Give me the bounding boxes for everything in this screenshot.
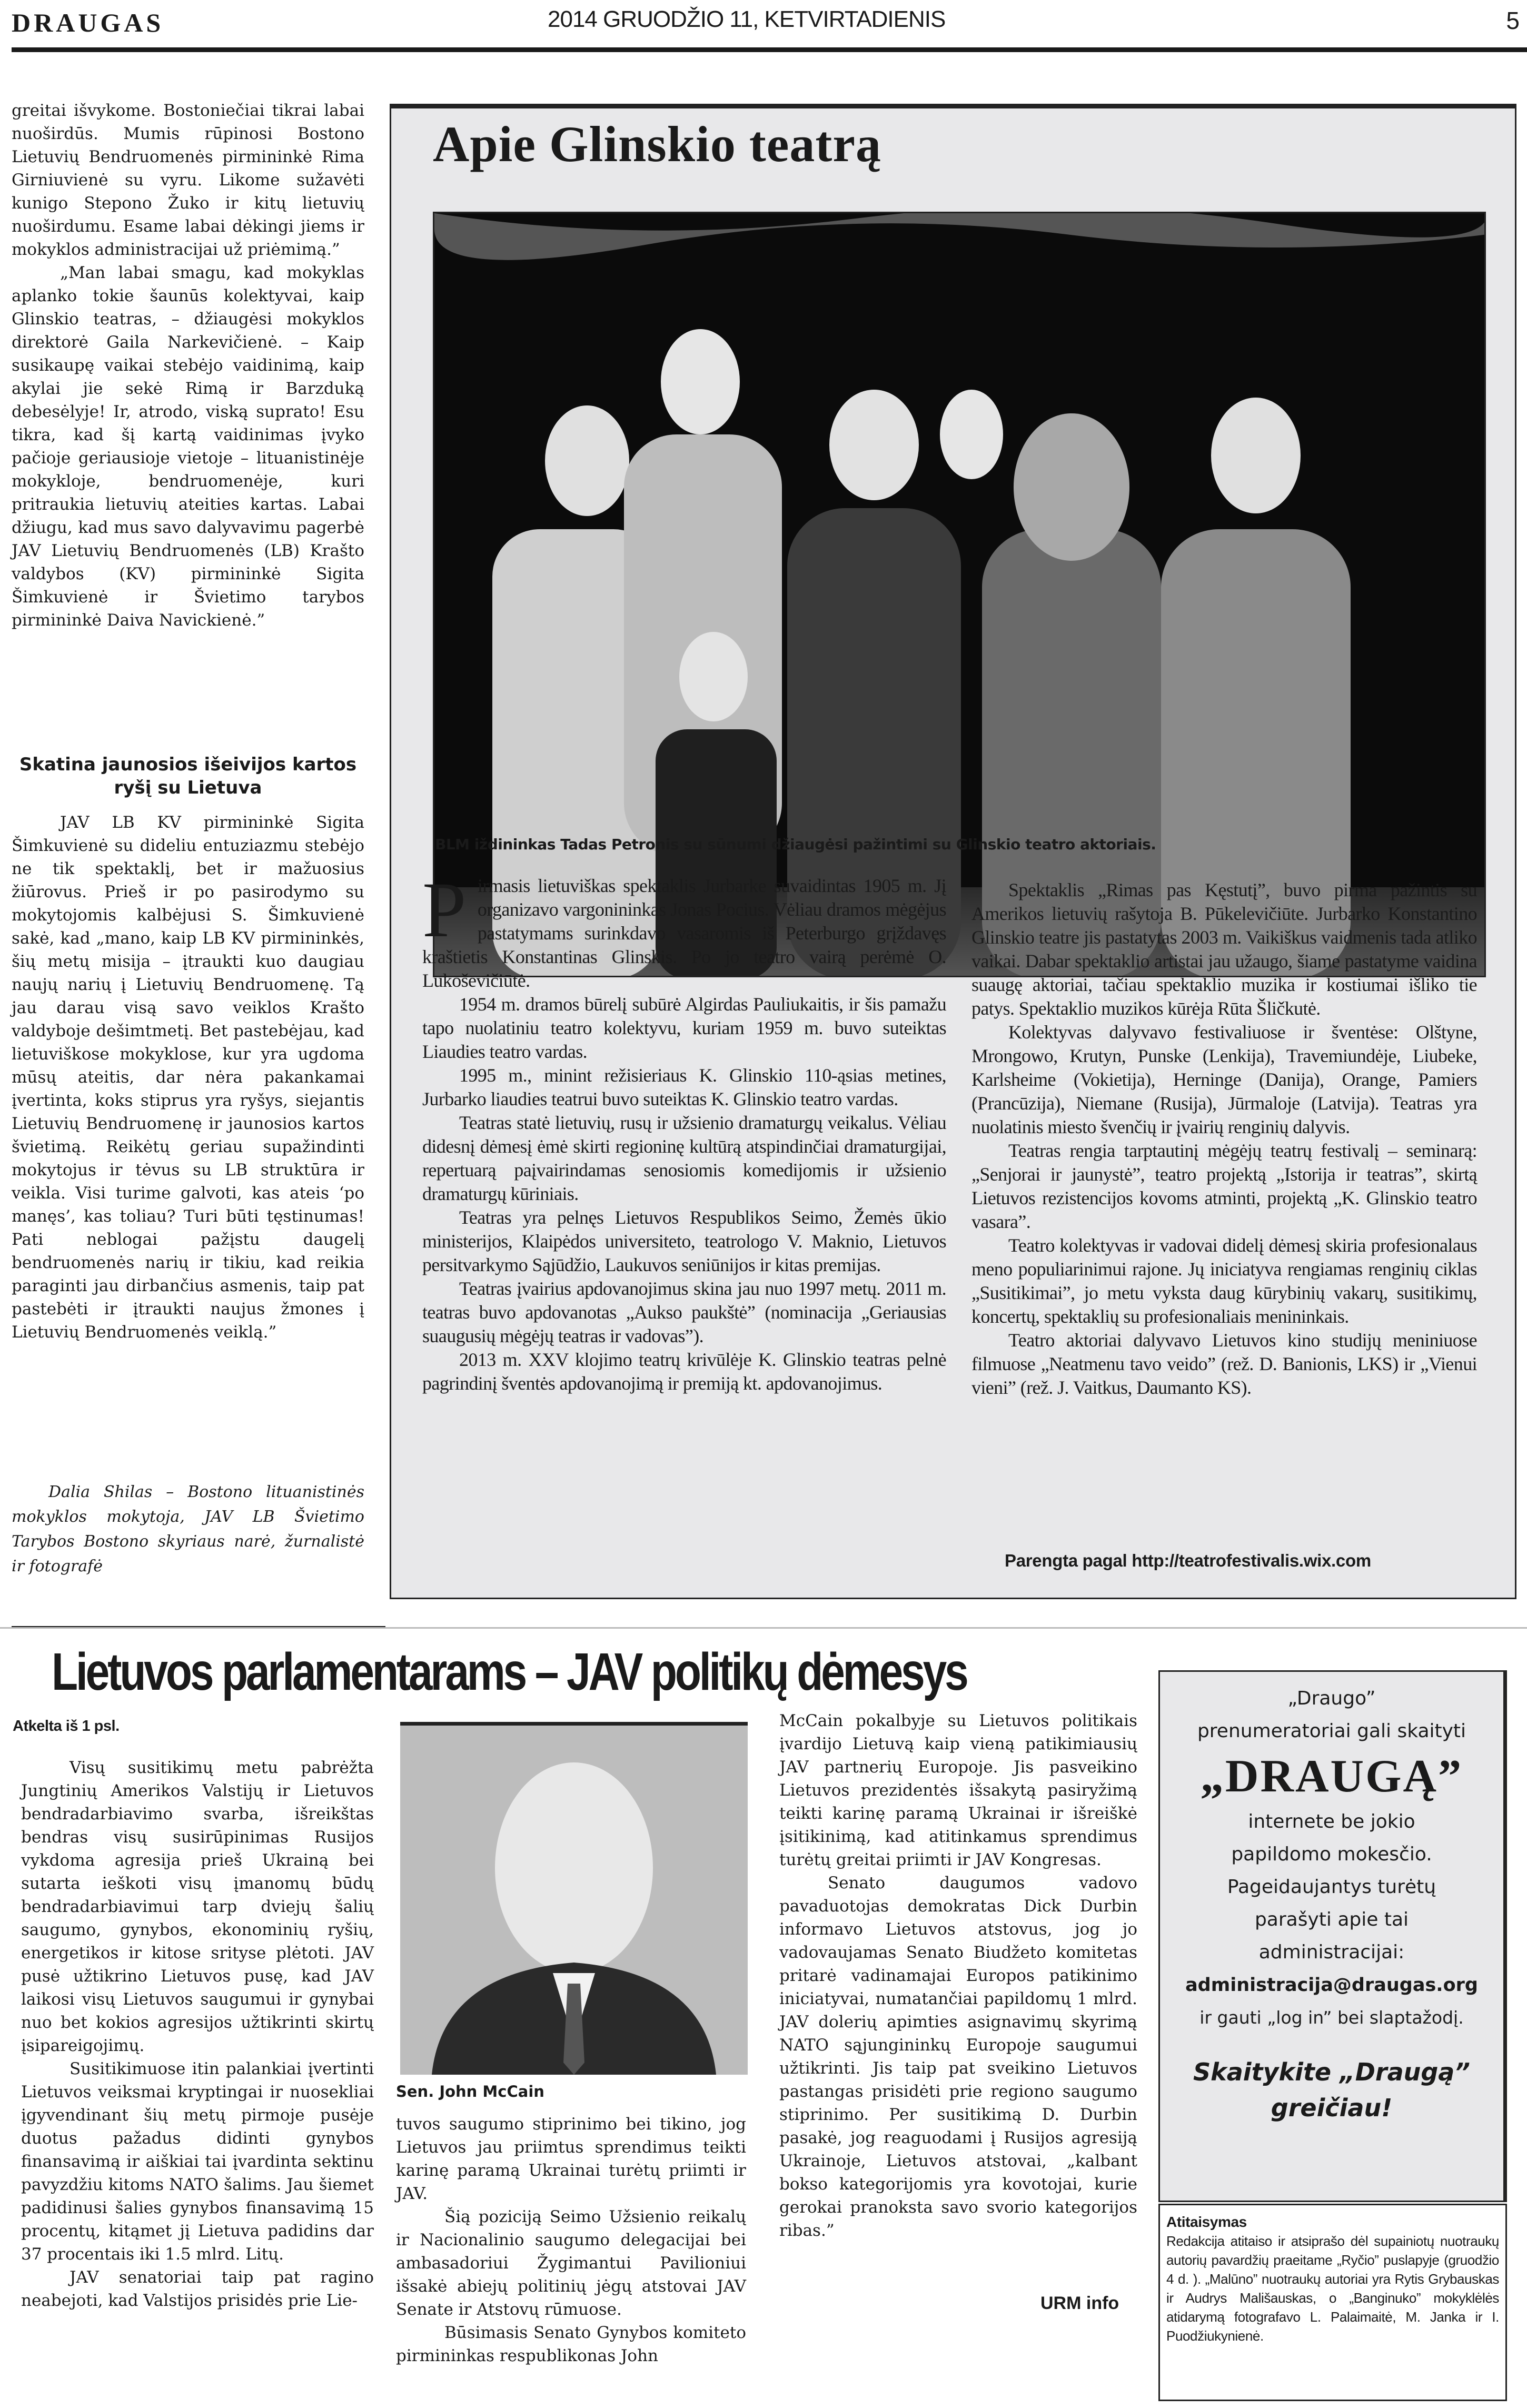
page-number: 5 xyxy=(1506,7,1520,34)
newspaper-logo: DRAUGAS xyxy=(12,8,164,37)
mccain-column-1 xyxy=(21,1756,374,2312)
source-link[interactable]: Parengta pagal http://teatrofestivalis.wix.com xyxy=(1005,1551,1371,1570)
box-headline: „DRAUGĄ” xyxy=(1200,1751,1463,1802)
byline-text: Dalia Shilas – Bostono lituanistinės mokyklos mokytoja, JAV LB Švietimo Tarybos Bostono skyriaus narė, žurnalistė ir fotografė xyxy=(12,1483,364,1575)
photo-caption: BLM iždininkas Tadas Petronis su sūnumi džiaugėsi pažintimi su Glinskio teatro aktoriais. xyxy=(435,836,1156,853)
article-source: URM info xyxy=(1040,2293,1119,2313)
paragraph: JAV senatoriai taip pat ragino neabejoti, kad Valstijos prisidės prie Lie- xyxy=(21,2268,374,2310)
paragraph: Teatro aktoriai dalyvavo Lietuvos kino studijų meniniuose filmuose „Neatmenu tavo veido” (rež. D. Banionis, LKS) ir „Vienui vieni” (rež. J. Vaitkus, Daumanto KS). xyxy=(971,1330,1477,1398)
article-title: Apie Glinskio teatrą xyxy=(433,116,881,172)
paragraph: Susitikimuose itin palankiai įvertinti Lietuvos veiksmai kryptingai ir nuosekliai įgyvendinant šių metų pirmoje pusėje duotus pažadus didinti gynybos finansavimą ir aiškiai tai įvardinta sektinu pavyzdžiu kitoms NATO šalims. Jau šiemet padidinusi šalies gynybos finansavimą 15 procentų, kitąmet jį Lietuva padidins dar 37 procentais iki 1.5 mlrd. Litų. xyxy=(21,2059,374,2264)
left-article-top xyxy=(12,99,364,632)
paragraph: irmasis lietuviškas spektaklis Jurbarke suvaidintas 1905 m. Jį organizavo vargonininkas Jonas Pocius. Vėliau dramos mėgėjus pastatymams surinkdavo vasaromis iš Peterburgo grįždavęs kraštietis Konstantinas Glinskis. Po jo teatro vairą perėmė O. Lukoševičiūtė. xyxy=(422,875,946,991)
glinskio-column-1 xyxy=(422,866,946,1395)
box-line: administracijai: xyxy=(1258,1941,1405,1963)
subscription-box xyxy=(1158,1670,1507,2202)
paragraph: Teatras įvairius apdovanojimus skina jau nuo 1997 metų. 2011 m. teatras buvo apdovanotas „Aukso paukštė” (nominacija „Geriausias suaugusių mėgėjų teatras ir vadovas”). xyxy=(422,1278,946,1346)
issue-date: 2014 GRUODŽIO 11, KETVIRTADIENIS xyxy=(548,6,946,32)
correction-text: Redakcija atitaiso ir atsiprašo dėl supainiotų nuotraukų autorių pavardžių praeitame „Ryčio” puslapyje (gruodžio 4 d. ). „Malūno” nuotraukų autoriai yra Rytis Grybauskas ir Audrys Mališauskas, o „Banginuko” mokyklėlės atidarymą fotografavo L. Palaimaitė, M. Janka ir I. Puodžiukynienė. xyxy=(1166,2233,1499,2344)
drop-cap: P xyxy=(422,866,466,954)
correction-title: Atitaisymas xyxy=(1166,2214,1247,2230)
box-line: ir gauti „log in” bei slaptažodį. xyxy=(1199,2007,1464,2028)
paragraph: Spektaklis „Rimas pas Kęstutį”, buvo pirma pažintis su Amerikos lietuvių rašytoja B. Pūkelevičiūte. Jurbarko Konstantino Glinskio teatre jis pastatytas 2003 m. Vaikiškus vaidmenis tada atliko vaikai. Dabar spektaklio artistai jau užaugo, šiame pastatyme vaidina suaugę aktoriai, tačiau spektaklio muzika ir kostiumai išliko tie patys. Spektaklio muzikos kūrėja Rūta Šličkutė. xyxy=(971,879,1477,1019)
paragraph: Visų susitikimų metu pabrėžta Jungtinių Amerikos Valstijų ir Lietuvos bendradarbiavimo svarba, išreikštas bendras visų susirūpinimas Rusijos vykdoma agresija prieš Ukrainą bei sutarta ieškoti visų įmanomų būdų bendradarbiavimui tarp dviejų šalių saugumo, gynybos, ekonominių ryšių, energetikos ir kitose srityse plėtoti. JAV pusė užtikrino Lietuvos pusę, kad JAV laikosi visų Lietuvos saugumui ir gynybai nuo bet kokios agresijos užtikrinti skirtų įsipareigojimų. xyxy=(21,1758,374,2055)
paragraph: 1995 m., minint režisieriaus K. Glinskio 110-ąsias metines, Jurbarko liaudies teatrui buvo suteiktas K. Glinskio teatro vardas. xyxy=(422,1065,946,1109)
paragraph: JAV LB KV pirmininkė Sigita Šimkuvienė su dideliu entuziazmu stebėjo ne tik spektaklį, bet ir mažuosius žiūrovus. Prieš ir po pasirodymo su mokytojomis kalbėjusi S. Šimkuvienė sakė, kad „mano, kaip LB KV pirmininkės, šių metų misija – įtraukti kuo daugiau naujų narių į Lietuvių Bendruomenę. Tą jau darau visą savo veiklos Krašto valdyboje dešimtmetį. Bet pastebėjau, kad lietuviškose mokyklose, kur yra ugdoma mūsų ateitis, dar nėra pakankamai įvertinta, koks stiprus yra ryšys, siejantis Lietuvių Bendruomenę ir jaunosios kartos švietimą. Reikėtų geriau supažindinti mokytojus ir tėvus su LB struktūra ir veikla. Visi turime galvoti, kas ateis ‘po manęs’, kas toliau? Turi būti tęstinumas! Pati neblogai pažįstu daugelį bendruomenės narių ir tikiu, kad reikia paraginti jau dirbančius asmenis, taip pat pastebėti ir įtraukti naujus žmones į Lietuvių Bendruomenės veiklą.” xyxy=(12,813,364,1342)
correction-box xyxy=(1158,2204,1507,2401)
paragraph: Teatras yra pelnęs Lietuvos Respublikos Seimo, Žemės ūkio ministerijos, Klaipėdos universiteto, teatrologo V. Maknio, Lietuvos persitvarkymo Sąjūdžio, Laukuvos seniūnijos ir kitas premijas. xyxy=(422,1207,946,1275)
left-article-bottom xyxy=(12,811,364,1344)
paragraph: McCain pokalbyje su Lietuvos politikais įvardijo Lietuvą kaip vieną patikimiausių JAV partnerių Europoje. Jis pasveikino Lietuvos prezidentės išsakytą pasiryžimą teikti karinę paramą Ukrainai ir išreiškė įsitikinimą, kad atitinkamus sprendimus turėtų greitai priimti ir JAV Kongresas. xyxy=(779,1711,1137,1869)
box-call-to-action: Skaitykite „Draugą” greičiau! xyxy=(1193,2058,1470,2122)
paragraph: „Man labai smagu, kad mokyklas aplanko tokie šaunūs kolektyvai, kaip Glinskio teatras, – džiaugėsi mokyklos direktorė Gaila Narkevičienė. – Kaip susikaupę vaikai stebėjo vaidinimą, kaip akylai jie sekė Rimą ir Barzduką debesėlyje! Ir, atrodo, viską suprato! Esu tikra, kad šį kartą vaidinimas įvyko pačioje geriausioje vietoje – lituanistinėje mokykloje, bendruomenėje, kuri pritraukia lietuvių ateities kartas. Labai džiugu, kad mus savo dalyvavimu pagerbė JAV Lietuvių Bendruomenės (LB) Krašto valdybos (KV) pirmininkė Sigita Šimkuvienė ir Švietimo tarybos pirmininkė Daiva Navickienė.” xyxy=(12,263,364,630)
article-title: Lietuvos parlamentarams – JAV politikų dėmesys xyxy=(52,1642,967,1701)
group-photo xyxy=(433,212,1486,977)
box-line: papildomo mokesčio. xyxy=(1231,1844,1432,1865)
portrait-photo-icon xyxy=(400,1726,748,2075)
article-subheading: Skatina jaunosios išeivijos kartos ryšį su Lietuva xyxy=(19,754,357,798)
paragraph: Teatras rengia tarptautinį mėgėjų teatrų festivalį – seminarą: „Senjorai ir jaunystė”, teatro projektą „Istorija ir teatras”, skirtą Lietuvos rezistencijos kovoms atminti, projektą „K. Glinskio teatro vasara”. xyxy=(971,1140,1477,1232)
group-photo-icon xyxy=(434,213,1486,977)
glinskio-column-2 xyxy=(971,878,1477,1400)
mccain-column-3 xyxy=(779,1709,1137,2242)
paragraph: Šią poziciją Seimo Užsienio reikalų ir Nacionalinio saugumo delegacijai bei ambasadoriui Žygimantui Pavilioniui išsakė abiejų politinių jėgų atstovai JAV Senate ir Atstovų rūmuose. xyxy=(396,2207,746,2319)
paragraph: 1954 m. dramos būrelį subūrė Algirdas Pauliukaitis, ir šis pamažu tapo nuolatiniu teatro kolektyvu, kuriam 1959 m. buvo suteiktas Liaudies teatro vardas. xyxy=(422,994,946,1062)
paragraph: Teatro kolektyvas ir vadovai didelį dėmesį skiria profesionalaus meno populiarinimui rajone. Jų iniciatyva rengiamas renginių ciklas „Susitikimai”, jo metu vyksta daug kūrybinių vakarų, susitikimų, koncertų, spektaklių su profesionaliais menininkais. xyxy=(971,1235,1477,1327)
box-line: Pageidaujantys turėtų xyxy=(1227,1876,1436,1898)
paragraph: Senato daugumos vadovo pavaduotojas demokratas Dick Durbin informavo Lietuvos atstovus, jog jo vadovaujamas Senato Biudžeto komitetas pritarė vadinamajai Europos patikinimo iniciatyvai, numatančiai papildomų 1 mlrd. JAV dolerių apimties asignavimų skyrimą NATO sąjungininkų Europoje saugumui užtikrinti. Jis taip pat sveikino Lietuvos pastangas prisidėti prie regiono saugumo stiprinimo. Per susitikimą D. Durbin pasakė, jog reaguodami į Rusijos agresiją Ukrainoje, Lietuvos atstovai, „kalbant bokso kategorijomis yra kovotojai, kurie gerokai pranoksta savo svorio kategorijos ribas.” xyxy=(779,1874,1137,2240)
paragraph: 2013 m. XXV klojimo teatrų krivūlėje K. Glinskio teatras pelnė pagrindinį šventės apdovanojimą ir premiją kt. apdovanojimus. xyxy=(422,1349,946,1394)
paragraph: Būsimasis Senato Gynybos komiteto pirmininkas respublikonas John xyxy=(396,2323,746,2365)
box-line: prenumeratoriai gali skaityti xyxy=(1197,1720,1466,1742)
admin-email-link[interactable]: administracija@draugas.org xyxy=(1185,1975,1478,1996)
paragraph: greitai išvykome. Bostoniečiai tikrai labai nuoširdūs. Mumis rūpinosi Bostono Lietuvių Bendruomenės pirmininkė Rima Girniuvienė su vyru. Likome sužavėti kunigo Stepono Žuko ir kitų lietuvių nuoširdumu. Esame labai dėkingi jiems ir mokyklos administracijai už priėmimą.” xyxy=(12,101,364,259)
section-divider xyxy=(0,1627,1527,1629)
author-byline xyxy=(12,1480,364,1579)
box-line: „Draugo” xyxy=(1287,1688,1376,1709)
paragraph: Teatras statė lietuvių, rusų ir užsienio dramaturgų veikalus. Vėliau didesnį dėmesį ėmė skirti regioninę kultūrą atspindinčiai dramaturgijai, repertuarą paįvairindamas senosiomis komedijomis ir užsienio dramaturgų kūriniais. xyxy=(422,1112,946,1204)
paragraph: Kolektyvas dalyvavo festivaliuose ir šventėse: Olštyne, Mrongowo, Krutyn, Punske (Lenkija), Travemiundėje, Liubeke, Karlsheime (Vokietija), Herninge (Danija), Orange, Pamiers (Prancūzija), Niemane (Rusija), Jūrmaloje (Latvija). Teatras yra nuolatinis miesto švenčių ir įvairių renginių dalyvis. xyxy=(971,1022,1477,1137)
continued-from: Atkelta iš 1 psl. xyxy=(13,1718,120,1735)
paragraph: tuvos saugumo stiprinimo bei tikino, jog Lietuvos jau priimtus sprendimus teikti karinę paramą Ukrainai turėtų priimti ir JAV. xyxy=(396,2115,746,2203)
mccain-column-2 xyxy=(396,2113,746,2367)
box-line: internete be jokio xyxy=(1248,1811,1415,1832)
header-rule xyxy=(12,47,1527,52)
box-line: parašyti apie tai xyxy=(1254,1909,1409,1930)
portrait-photo xyxy=(400,1722,748,2075)
photo-caption: Sen. John McCain xyxy=(396,2083,544,2100)
